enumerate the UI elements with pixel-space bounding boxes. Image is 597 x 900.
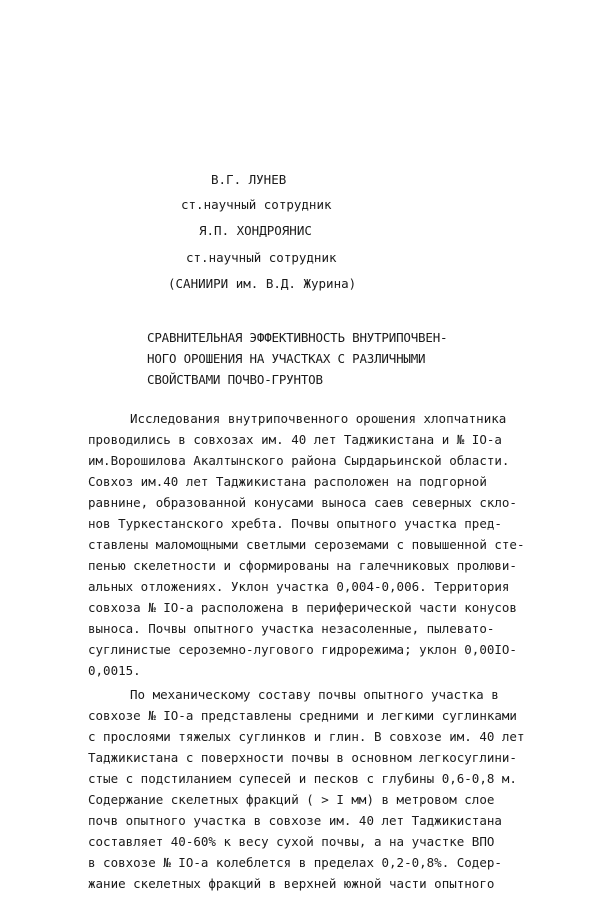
body-line: Совхоз им.40 лет Таджикистана расположен на подгорной	[88, 474, 487, 489]
body-line: суглинистые сероземно-лугового гидрорежима; уклон 0,00IO-	[88, 642, 517, 657]
body-line: жание скелетных фракций в верхней южной части опытного	[88, 876, 495, 891]
author-1-position: ст.научный сотрудник	[181, 197, 332, 212]
body-line: По механическому составу почвы опытного участка в	[130, 687, 499, 702]
author-2-position: ст.научный сотрудник	[186, 250, 337, 265]
title-line: СРАВНИТЕЛЬНАЯ ЭФФЕКТИВНОСТЬ ВНУТРИПОЧВЕН-	[147, 330, 448, 345]
body-line: выноса. Почвы опытного участка незасоленные, пылевато-	[88, 621, 495, 636]
body-line: проводились в совхозах им. 40 лет Таджикистана и № IO-а	[88, 432, 502, 447]
body-line: им.Ворошилова Акалтынского района Сырдарьинской области.	[88, 453, 510, 468]
body-line: равнине, образованной конусами выноса саев северных скло-	[88, 495, 517, 510]
body-line: составляет 40-60% к весу сухой почвы, а на участке ВПО	[88, 834, 495, 849]
author-2-affiliation: (САНИИРИ им. В.Д. Журина)	[168, 276, 357, 291]
body-line: пенью скелетности и сформированы на галечниковых пролюви-	[88, 558, 517, 573]
author-1-name: В.Г. ЛУНЕВ	[211, 172, 287, 187]
body-line: нов Туркестанского хребта. Почвы опытного участка пред-	[88, 516, 502, 531]
author-2-name: Я.П. ХОНДРОЯНИС	[199, 223, 312, 238]
body-line: совхоза № IO-а расположена в периферической части конусов	[88, 600, 517, 615]
body-line: с прослоями тяжелых суглинков и глин. В совхозе им. 40 лет	[88, 729, 525, 744]
body-line: совхозе № IO-а представлены средними и легкими суглинками	[88, 708, 517, 723]
body-line: Содержание скелетных фракций ( > I мм) в метровом слое	[88, 792, 495, 807]
body-line: ставлены маломощными светлыми сероземами с повышенной сте-	[88, 537, 525, 552]
title-line: НОГО ОРОШЕНИЯ НА УЧАСТКАХ С РАЗЛИЧНЫМИ	[147, 351, 426, 366]
body-line: стые с подстиланием супесей и песков с глубины 0,6-0,8 м.	[88, 771, 517, 786]
body-line: почв опытного участка в совхозе им. 40 лет Таджикистана	[88, 813, 502, 828]
body-line: Исследования внутрипочвенного орошения хлопчатника	[130, 411, 507, 426]
body-line: альных отложениях. Уклон участка 0,004-0,006. Территория	[88, 579, 510, 594]
body-line: Таджикистана с поверхности почвы в основном легкосуглини-	[88, 750, 517, 765]
body-line: 0,0015.	[88, 663, 141, 678]
body-line: в совхозе № IO-а колеблется в пределах 0,2-0,8%. Содер-	[88, 855, 502, 870]
title-line: СВОЙСТВАМИ ПОЧВО-ГРУНТОВ	[147, 372, 323, 387]
